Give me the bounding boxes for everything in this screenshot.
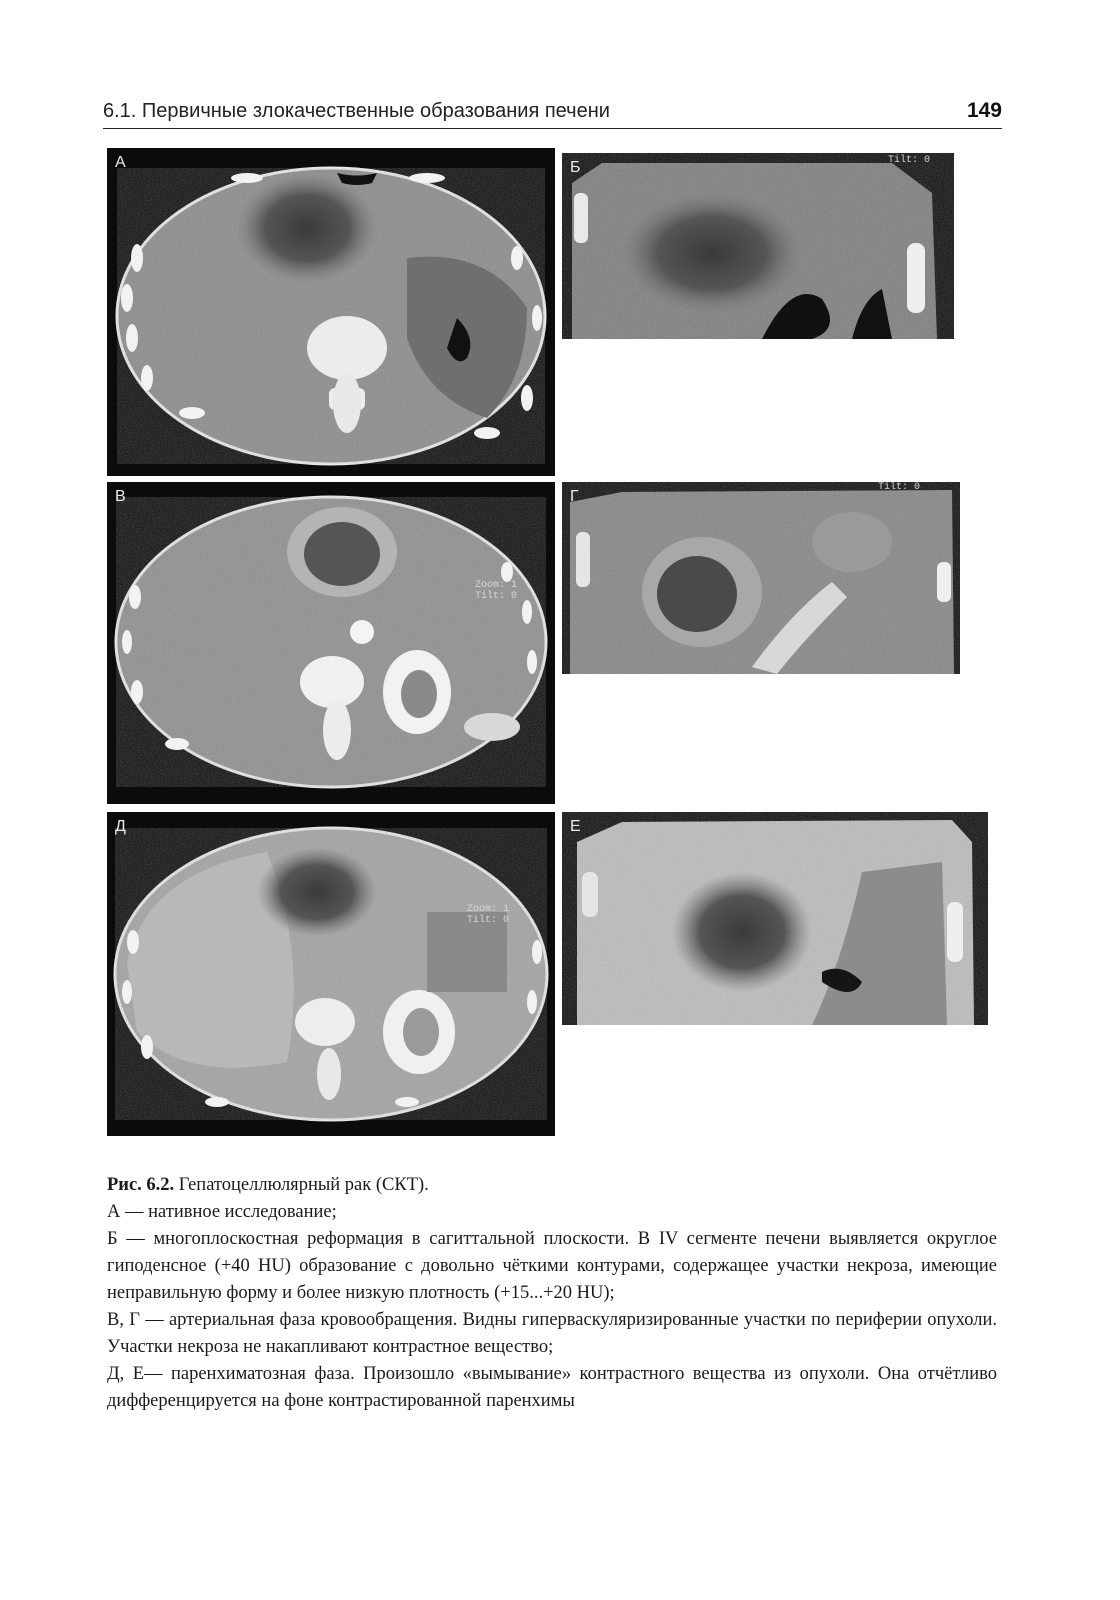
panel-overlay-b: Tilt: 0: [887, 155, 930, 166]
ct-panel-v: [107, 482, 555, 804]
panel-overlay-g: Tilt: 0: [877, 482, 920, 493]
ct-panel-a: [107, 148, 555, 476]
figure-label: Рис. 6.2.: [107, 1175, 175, 1195]
panel-label-a: А: [115, 154, 126, 171]
panel-label-g: Г: [570, 488, 579, 505]
panel-label-b: Б: [570, 159, 581, 176]
caption-title: [107, 1172, 997, 1199]
ct-image-a: [107, 148, 555, 476]
ct-panel-b: [562, 153, 954, 339]
caption-line-a: А — нативное исследование;: [107, 1202, 337, 1222]
panel-overlay-v: Zoom: 1 Tilt: 0: [475, 580, 518, 602]
panel-label-e: Е: [570, 818, 581, 835]
ct-image-v: [107, 482, 555, 804]
panel-label-v: В: [115, 488, 126, 505]
panel-overlay-d: Zoom: 1 Tilt: 0: [467, 904, 510, 926]
section-title: 6.1. Первичные злокачественные образования печени: [103, 100, 610, 122]
caption-line-b: Б — многоплоскостная реформация в сагиттальной плоскости. В IV сегменте печени выявляется округлое гиподенсное (+40 HU) образование с довольно чёткими контурами, содержащее участки некроза, имеющие неправильную форму и более низкую плотность (+15...+20 HU);: [107, 1229, 997, 1303]
page-number: 149: [966, 99, 1002, 122]
ct-panel-e: [562, 812, 988, 1025]
panel-label-d: Д: [115, 818, 126, 835]
caption-line-vg: В, Г — артериальная фаза кровообращения. Видны гиперваскуляризированные участки по периферии опухоли. Участки некроза не накапливают контрастное вещество;: [107, 1310, 997, 1357]
ct-image-e: [562, 812, 988, 1025]
figure-title: Гепатоцеллюлярный рак (СКТ).: [174, 1175, 429, 1195]
caption-line-de: Д, Е— паренхиматозная фаза. Произошло «вымывание» контрастного вещества из опухоли. Она отчётливо дифференцируется на фоне контрастированной паренхимы: [107, 1364, 997, 1411]
ct-panel-g: [562, 482, 960, 674]
ct-image-d: [107, 812, 555, 1136]
ct-image-g: [562, 482, 960, 674]
ct-image-b: [562, 153, 954, 339]
running-head: [103, 96, 1002, 129]
figure-caption: [107, 1172, 997, 1415]
ct-panel-d: [107, 812, 555, 1136]
